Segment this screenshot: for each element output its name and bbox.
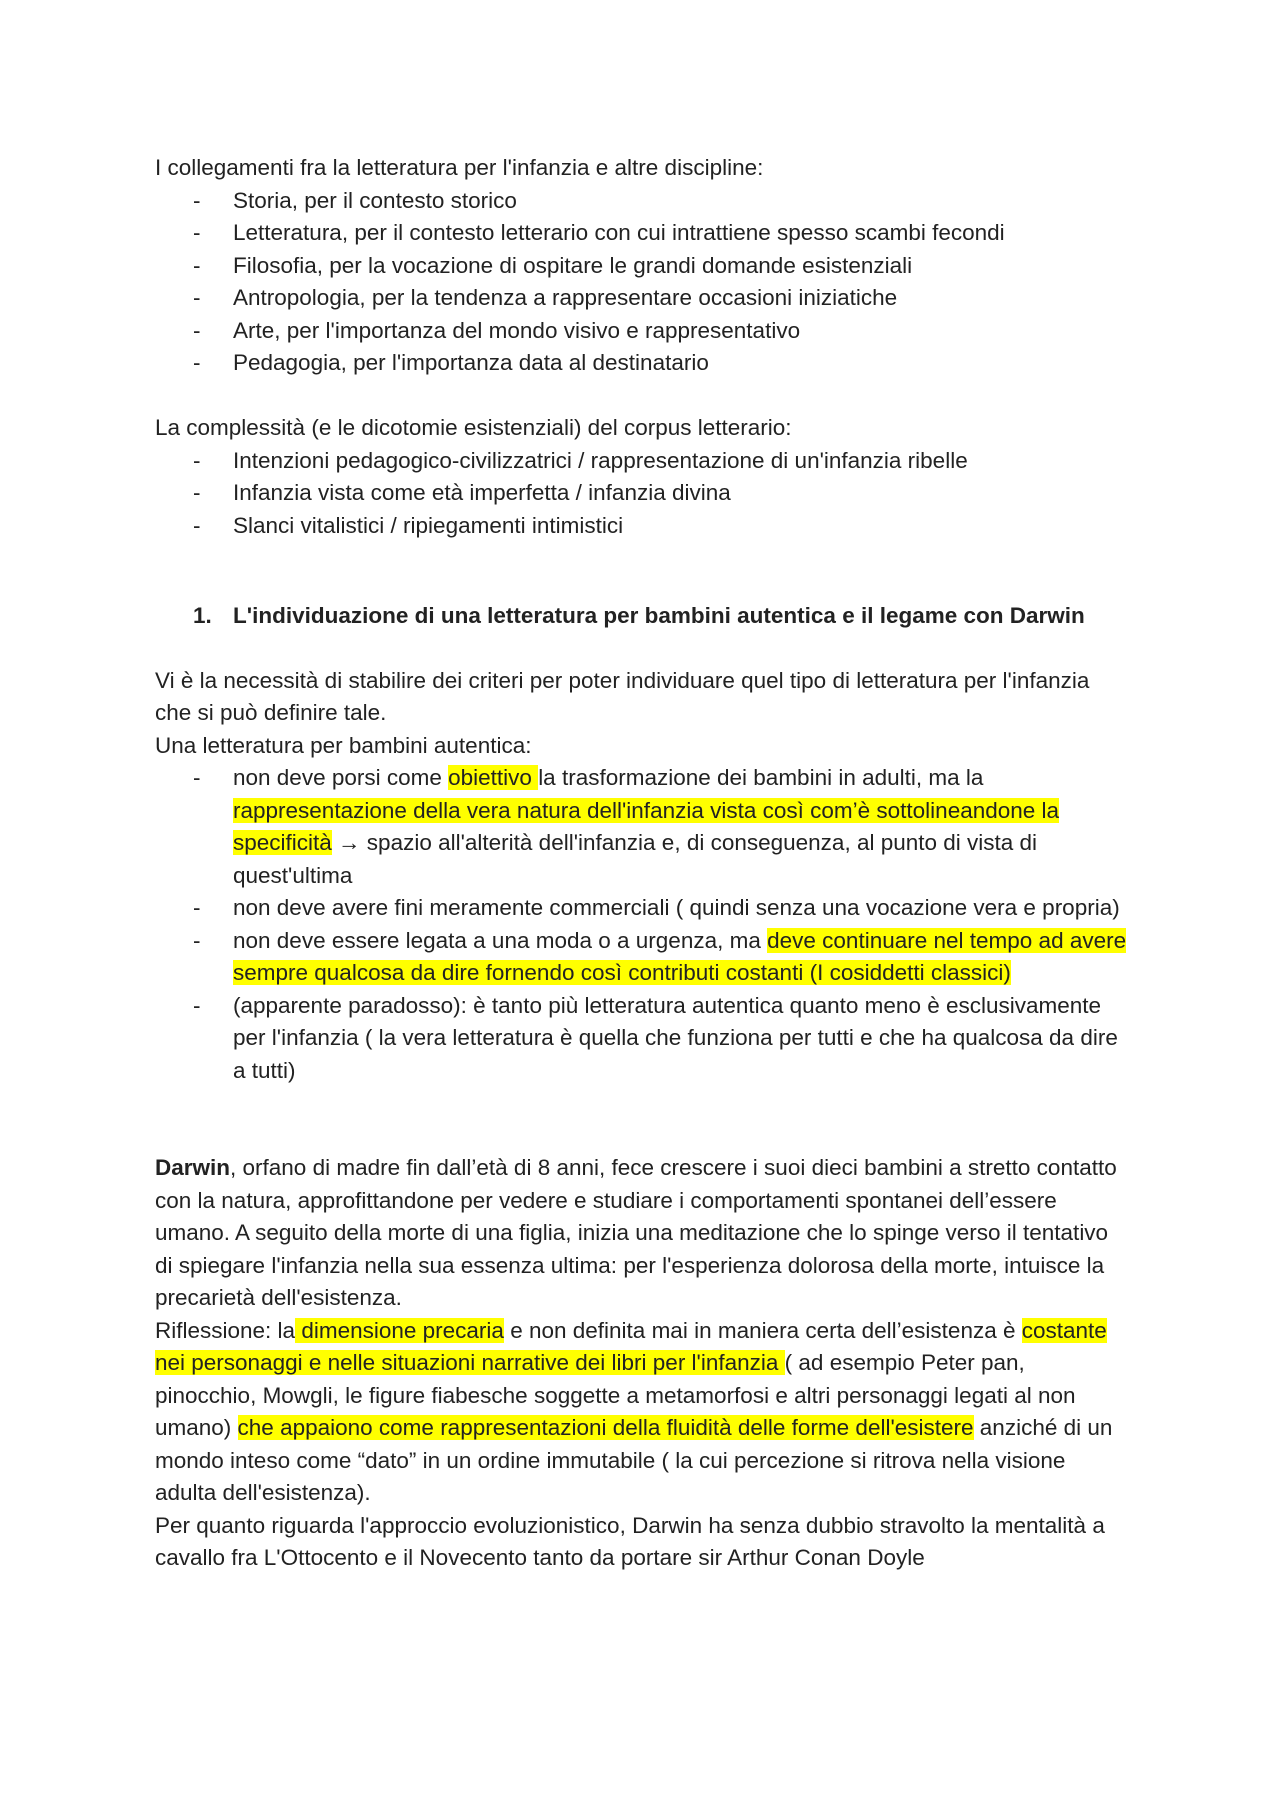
list-item xyxy=(233,925,1130,990)
heading-title: L'individuazione di una letteratura per bambini autentica e il legame con Darwin xyxy=(233,603,1085,628)
text-run: , orfano di madre fin dall’età di 8 anni, fece crescere i suoi dieci bambini a stretto contatto con la natura, approfittandone per vedere e studiare i comportamenti spontanei dell’essere umano. A seguito della morte di una figlia, inizia una meditazione che lo spinge verso il tentativo di spiegare l'infanzia nella sua essenza ultima: per l'esperienza dolorosa della morte, intuisce la precarietà dell'esistenza. xyxy=(155,1155,1117,1310)
spacer xyxy=(155,380,1130,413)
list-item: - Filosofia, per la vocazione di ospitare le grandi domande esistenziali xyxy=(233,250,1130,283)
highlighted-text: dimensione precaria xyxy=(295,1317,504,1343)
text-run: la trasformazione dei bambini in adulti, ma la xyxy=(538,765,984,790)
text-run: ( ad esempio Peter pan, pinocchio, Mowgli, le figure fiabesche soggette a metamorfosi e altri personaggi legati al non umano) xyxy=(155,1350,1076,1440)
list-item: - Pedagogia, per l'importanza data al destinatario xyxy=(233,347,1130,380)
darwin-paragraph xyxy=(155,1152,1130,1315)
disciplines-list xyxy=(155,185,1130,380)
complexity-intro: La complessità (e le dicotomie esistenziali) del corpus letterario: xyxy=(155,415,792,440)
highlighted-text: obiettivo xyxy=(448,765,539,790)
text-run: non deve essere legata a una moda o a urgenza, ma xyxy=(233,927,768,953)
criteria-paragraph: Vi è la necessità di stabilire dei criteri per poter individuare quel tipo di letteratura per l'infanzia che si può definire tale. xyxy=(155,667,1090,725)
spacer xyxy=(155,1087,1130,1152)
list-item xyxy=(233,762,1130,892)
text-run: non deve porsi come xyxy=(233,765,449,790)
list-item: - Arte, per l'importanza del mondo visivo e rappresentativo xyxy=(233,315,1130,348)
highlighted-text: che appaiono come rappresentazioni della fluidità delle forme dell'esistere xyxy=(237,1415,974,1440)
list-item: - Antropologia, per la tendenza a rappresentare occasioni iniziatiche xyxy=(233,282,1130,315)
text-run: → spazio all'alterità dell'infanzia e, di conseguenza, al punto di vista di quest'ultima xyxy=(233,830,1038,888)
text-run: e non definita mai in maniera certa dell’esistenza è xyxy=(503,1317,1022,1343)
text-run: Riflessione: la xyxy=(155,1317,296,1343)
section-heading xyxy=(155,600,1130,633)
list-item: - Infanzia vista come età imperfetta / infanzia divina xyxy=(233,477,1130,510)
spacer xyxy=(155,542,1130,600)
reflection-paragraph xyxy=(155,1315,1130,1510)
darwin-bold: Darwin xyxy=(155,1155,231,1180)
list-item: - Storia, per il contesto storico xyxy=(233,185,1130,218)
dichotomies-list xyxy=(155,445,1130,543)
heading-number: 1. xyxy=(193,603,212,628)
criteria-list xyxy=(155,762,1130,1087)
criteria-lead: Una letteratura per bambini autentica: xyxy=(155,732,532,758)
list-item: - Letteratura, per il contesto letterario con cui intrattiene spesso scambi fecondi xyxy=(233,217,1130,250)
spacer xyxy=(155,633,1130,665)
list-item: - Intenzioni pedagogico-civilizzatrici / rappresentazione di un'infanzia ribelle xyxy=(233,445,1130,478)
disciplines-intro: I collegamenti fra la letteratura per l'infanzia e altre discipline: xyxy=(155,155,764,180)
list-item: - non deve avere fini meramente commerciali ( quindi senza una vocazione vera e propria) xyxy=(233,892,1130,925)
text-run: anziché di un mondo inteso come “dato” in un ordine immutabile ( la cui percezione si ritrova nella visione adulta dell'esistenza). xyxy=(155,1415,1113,1505)
list-item: - Slanci vitalistici / ripiegamenti intimistici xyxy=(233,510,1130,543)
highlighted-text: deve continuare nel tempo ad avere sempre qualcosa da dire fornendo così contributi costanti (I cosiddetti classici) xyxy=(233,927,1127,985)
evolution-paragraph: Per quanto riguarda l'approccio evoluzionistico, Darwin ha senza dubbio stravolto la mentalità a cavallo fra L'Ottocento e il Novecento tanto da portare sir Arthur Conan Doyle xyxy=(155,1512,1105,1570)
highlighted-text: rappresentazione della vera natura dell'infanzia vista così com’è sottolineandone la specificità xyxy=(233,797,1060,855)
highlighted-text: costante nei personaggi e nelle situazioni narrative dei libri per l'infanzia xyxy=(155,1317,1107,1375)
list-item: - (apparente paradosso): è tanto più letteratura autentica quanto meno è esclusivamente per l'infanzia ( la vera letteratura è quella che funziona per tutti e che ha qualcosa da dire a tutti) xyxy=(233,990,1130,1088)
